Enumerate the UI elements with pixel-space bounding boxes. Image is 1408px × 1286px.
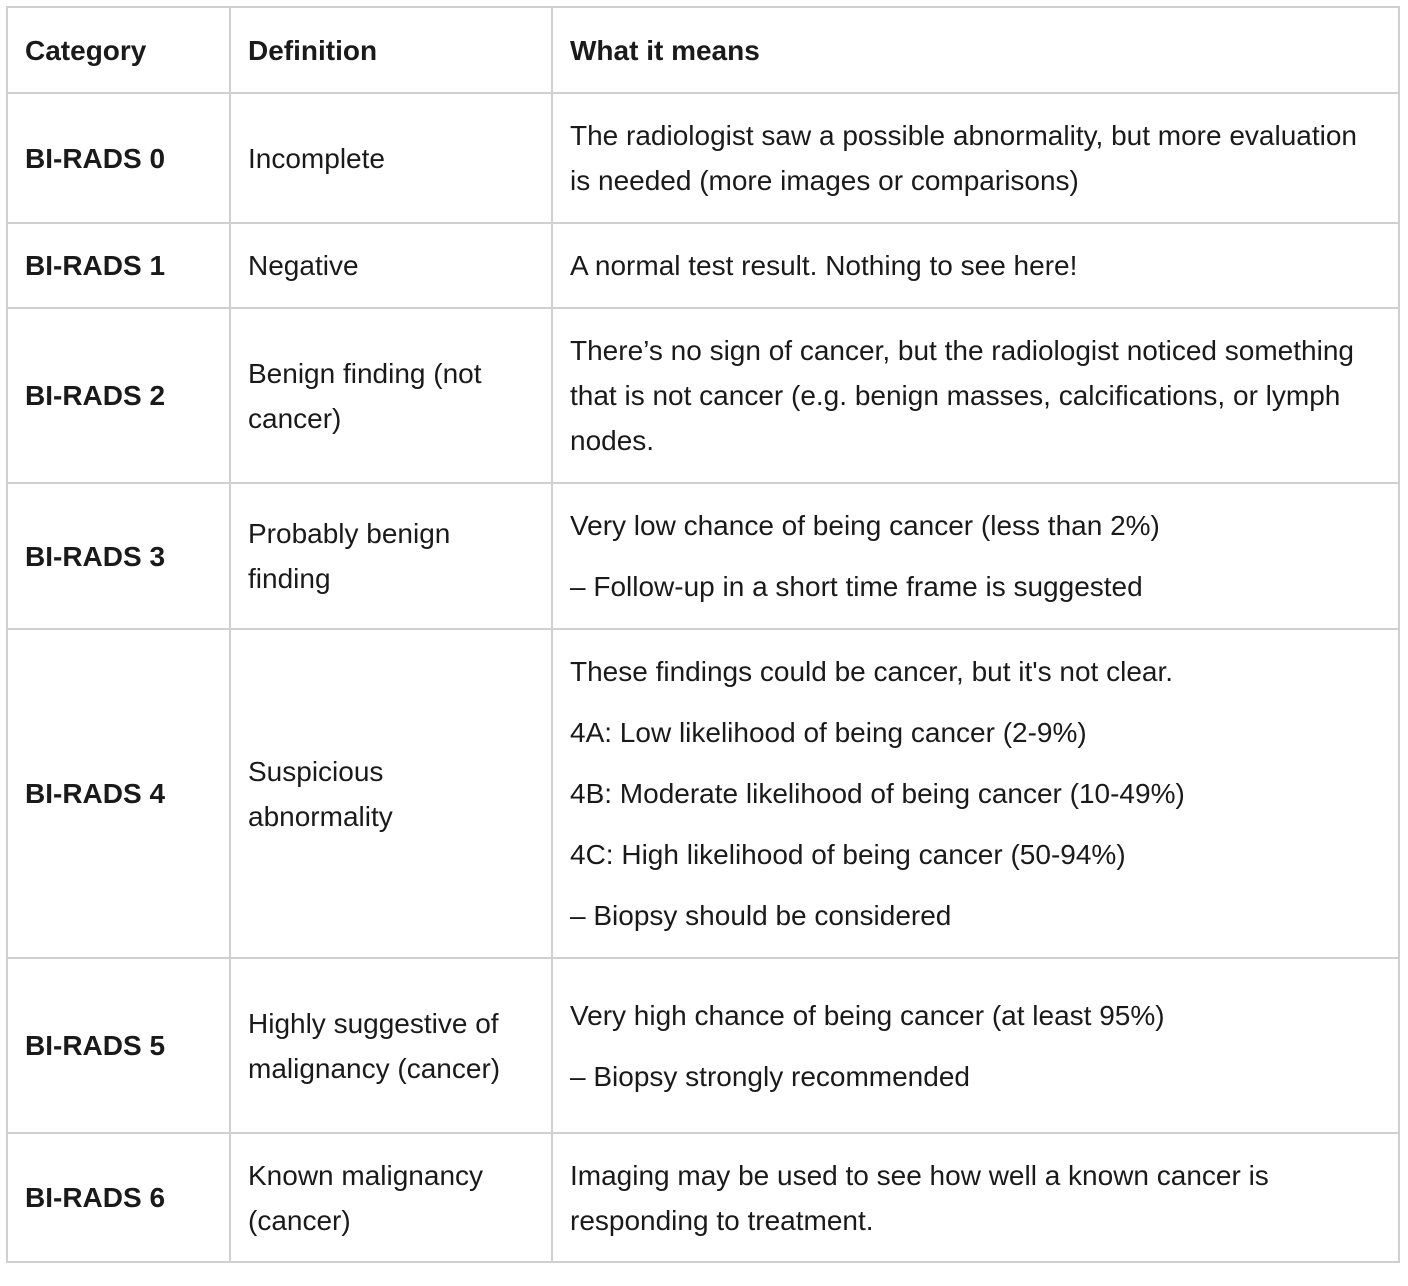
table-row (7, 223, 1399, 308)
meaning-cell (552, 483, 1399, 629)
header-category: Category (7, 7, 230, 93)
category-cell: BI-RADS 3 (7, 483, 230, 629)
meaning-cell (552, 223, 1399, 308)
meaning-line: Very low chance of being cancer (less than 2%) (570, 510, 1160, 541)
definition-cell: Incomplete (230, 93, 552, 223)
header-meaning: What it means (552, 7, 1399, 93)
meaning-line: Imaging may be used to see how well a known cancer is responding to treatment. (570, 1159, 1269, 1236)
meaning-cell (552, 629, 1399, 958)
meaning-line: – Biopsy should be considered (570, 900, 952, 931)
definition-cell: Known malignancy (cancer) (230, 1133, 552, 1262)
bi-rads-table (6, 6, 1400, 1263)
category-cell: BI-RADS 0 (7, 93, 230, 223)
definition-cell: Suspicious abnormality (230, 629, 552, 958)
category-cell: BI-RADS 2 (7, 308, 230, 483)
category-cell: BI-RADS 1 (7, 223, 230, 308)
meaning-cell (552, 93, 1399, 223)
definition-cell: Probably benign finding (230, 483, 552, 629)
table-row (7, 308, 1399, 483)
table-row (7, 1133, 1399, 1262)
definition-cell: Negative (230, 223, 552, 308)
table-header-row (7, 7, 1399, 93)
meaning-line: – Biopsy strongly recommended (570, 1060, 970, 1092)
category-cell: BI-RADS 5 (7, 958, 230, 1133)
table-row (7, 483, 1399, 629)
meaning-cell (552, 1133, 1399, 1262)
category-cell: BI-RADS 6 (7, 1133, 230, 1262)
category-cell: BI-RADS 4 (7, 629, 230, 958)
meaning-line: 4B: Moderate likelihood of being cancer (10-49%) (570, 778, 1185, 809)
definition-cell: Highly suggestive of malignancy (cancer) (230, 958, 552, 1133)
meaning-line: These findings could be cancer, but it's not clear. (570, 656, 1174, 687)
definition-cell: Benign finding (not cancer) (230, 308, 552, 483)
table-row (7, 958, 1399, 1133)
header-definition: Definition (230, 7, 552, 93)
table-row (7, 629, 1399, 958)
meaning-line: The radiologist saw a possible abnormality, but more evaluation is needed (more images or comparisons) (570, 120, 1358, 196)
meaning-line: 4A: Low likelihood of being cancer (2-9%) (570, 717, 1087, 748)
meaning-cell (552, 308, 1399, 483)
meaning-cell (552, 958, 1399, 1133)
meaning-line: There’s no sign of cancer, but the radiologist noticed something that is not cancer (e.g. benign masses, calcifications, or lymph nodes. (570, 335, 1354, 456)
meaning-line: Very high chance of being cancer (at least 95%) (570, 999, 1165, 1031)
meaning-line: A normal test result. Nothing to see here! (570, 250, 1078, 281)
table-row (7, 93, 1399, 223)
meaning-line: – Follow-up in a short time frame is suggested (570, 571, 1143, 602)
meaning-line: 4C: High likelihood of being cancer (50-94%) (570, 839, 1126, 870)
